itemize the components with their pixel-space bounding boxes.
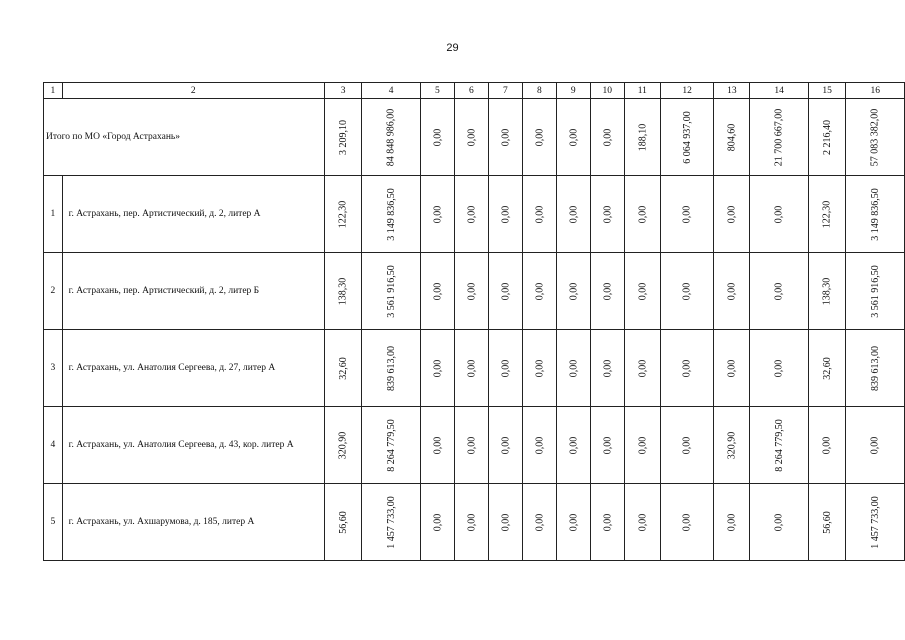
value-text: 0,00	[431, 282, 443, 300]
value-cell	[420, 484, 454, 561]
value-text: 0,00	[773, 513, 785, 531]
value-text: 0,00	[726, 359, 738, 377]
value-text: 0,00	[465, 128, 477, 146]
value-text: 0,00	[601, 205, 613, 223]
value-cell	[556, 176, 590, 253]
value-cell	[808, 99, 846, 176]
value-cell	[522, 330, 556, 407]
value-cell	[714, 99, 750, 176]
table-row	[44, 484, 905, 561]
value-cell	[750, 484, 809, 561]
value-text: 0,00	[465, 359, 477, 377]
value-text: 0,00	[636, 436, 648, 454]
value-text: 1 457 733,00	[385, 495, 397, 549]
total-label: Итого по МО «Город Астрахань»	[44, 99, 325, 176]
value-cell	[590, 484, 624, 561]
value-cell	[660, 484, 714, 561]
value-cell	[660, 176, 714, 253]
value-cell	[522, 484, 556, 561]
value-cell	[454, 176, 488, 253]
value-cell	[808, 253, 846, 330]
row-address: г. Астрахань, ул. Анатолия Сергеева, д. 27, литер А	[62, 330, 324, 407]
value-cell	[454, 330, 488, 407]
value-cell	[362, 99, 421, 176]
value-text: 0,00	[499, 513, 511, 531]
header-cell: 12	[660, 83, 714, 99]
value-text: 0,00	[431, 513, 443, 531]
value-cell	[750, 253, 809, 330]
value-text: 1 457 733,00	[869, 495, 881, 549]
value-cell	[488, 484, 522, 561]
value-text: 0,00	[567, 359, 579, 377]
row-address: г. Астрахань, ул. Ахшарумова, д. 185, литер А	[62, 484, 324, 561]
value-text: 0,00	[821, 436, 833, 454]
value-text: 804,60	[726, 123, 738, 151]
value-text: 32,60	[337, 356, 349, 380]
value-cell	[454, 99, 488, 176]
value-text: 84 848 986,00	[385, 108, 397, 166]
value-cell	[488, 253, 522, 330]
value-cell	[750, 407, 809, 484]
value-cell	[846, 176, 905, 253]
value-text: 0,00	[636, 205, 648, 223]
value-cell	[846, 253, 905, 330]
value-text: 0,00	[567, 205, 579, 223]
value-text: 0,00	[533, 282, 545, 300]
value-text: 0,00	[773, 282, 785, 300]
value-cell	[362, 330, 421, 407]
value-cell	[556, 99, 590, 176]
value-cell	[488, 99, 522, 176]
value-text: 0,00	[499, 359, 511, 377]
value-text: 0,00	[533, 128, 545, 146]
value-cell	[362, 407, 421, 484]
row-number: 2	[44, 253, 63, 330]
value-cell	[488, 330, 522, 407]
value-text: 0,00	[499, 436, 511, 454]
header-cell: 13	[714, 83, 750, 99]
value-cell	[522, 99, 556, 176]
value-text: 21 700 667,00	[773, 108, 785, 166]
value-cell	[556, 253, 590, 330]
value-cell	[808, 407, 846, 484]
value-cell	[324, 407, 362, 484]
value-text: 6 064 937,00	[681, 110, 693, 164]
value-text: 0,00	[499, 128, 511, 146]
value-cell	[808, 484, 846, 561]
value-cell	[624, 484, 660, 561]
value-text: 0,00	[636, 282, 648, 300]
value-text: 0,00	[465, 513, 477, 531]
value-cell	[808, 330, 846, 407]
value-text: 0,00	[681, 205, 693, 223]
value-cell	[362, 253, 421, 330]
header-cell: 16	[846, 83, 905, 99]
value-cell	[714, 407, 750, 484]
value-cell	[590, 253, 624, 330]
value-text: 0,00	[601, 282, 613, 300]
value-text: 0,00	[533, 359, 545, 377]
value-cell	[624, 99, 660, 176]
value-text: 0,00	[499, 282, 511, 300]
value-text: 0,00	[869, 436, 881, 454]
value-cell	[324, 484, 362, 561]
value-text: 0,00	[465, 282, 477, 300]
value-cell	[420, 99, 454, 176]
value-text: 122,30	[337, 200, 349, 228]
value-text: 3 561 916,50	[869, 264, 881, 318]
report-table	[43, 82, 905, 561]
value-cell	[522, 253, 556, 330]
value-cell	[324, 330, 362, 407]
value-cell	[846, 330, 905, 407]
value-cell	[624, 253, 660, 330]
value-cell	[556, 330, 590, 407]
value-text: 0,00	[726, 282, 738, 300]
value-cell	[714, 253, 750, 330]
value-text: 8 264 779,50	[385, 418, 397, 472]
value-cell	[714, 330, 750, 407]
value-text: 0,00	[533, 513, 545, 531]
value-text: 0,00	[636, 513, 648, 531]
value-text: 0,00	[636, 359, 648, 377]
value-text: 188,10	[636, 123, 648, 151]
value-text: 0,00	[681, 436, 693, 454]
value-cell	[454, 484, 488, 561]
value-text: 32,60	[821, 356, 833, 380]
row-address: г. Астрахань, пер. Артистический, д. 2, литер Б	[62, 253, 324, 330]
value-cell	[420, 253, 454, 330]
value-cell	[714, 176, 750, 253]
value-cell	[624, 176, 660, 253]
value-text: 122,30	[821, 200, 833, 228]
value-cell	[846, 99, 905, 176]
value-text: 0,00	[567, 513, 579, 531]
header-row	[44, 83, 905, 99]
value-cell	[362, 484, 421, 561]
value-cell	[624, 330, 660, 407]
value-cell	[324, 176, 362, 253]
value-cell	[362, 176, 421, 253]
value-text: 0,00	[681, 513, 693, 531]
value-cell	[750, 330, 809, 407]
value-cell	[846, 407, 905, 484]
header-cell: 6	[454, 83, 488, 99]
header-cell: 4	[362, 83, 421, 99]
value-cell	[420, 176, 454, 253]
value-text: 0,00	[533, 436, 545, 454]
value-cell	[556, 407, 590, 484]
value-text: 0,00	[601, 513, 613, 531]
value-text: 3 149 836,50	[385, 187, 397, 241]
value-cell	[454, 407, 488, 484]
header-cell: 5	[420, 83, 454, 99]
table-row	[44, 330, 905, 407]
value-text: 3 209,10	[337, 119, 349, 155]
row-number: 5	[44, 484, 63, 561]
row-number: 4	[44, 407, 63, 484]
value-cell	[660, 330, 714, 407]
table-row	[44, 176, 905, 253]
value-cell	[590, 176, 624, 253]
value-text: 56,60	[337, 510, 349, 534]
header-cell: 3	[324, 83, 362, 99]
value-text: 0,00	[567, 436, 579, 454]
value-text: 56,60	[821, 510, 833, 534]
value-cell	[750, 99, 809, 176]
value-cell	[522, 407, 556, 484]
value-cell	[660, 99, 714, 176]
value-text: 320,90	[726, 431, 738, 459]
value-cell	[324, 253, 362, 330]
value-cell	[488, 176, 522, 253]
header-cell: 9	[556, 83, 590, 99]
value-text: 0,00	[567, 128, 579, 146]
value-cell	[488, 407, 522, 484]
value-cell	[660, 407, 714, 484]
value-text: 0,00	[681, 359, 693, 377]
value-text: 0,00	[726, 205, 738, 223]
value-text: 138,30	[821, 277, 833, 305]
header-cell: 1	[44, 83, 63, 99]
header-cell: 8	[522, 83, 556, 99]
value-text: 138,30	[337, 277, 349, 305]
value-text: 839 613,00	[869, 345, 881, 391]
value-cell	[590, 330, 624, 407]
header-cell: 2	[62, 83, 324, 99]
header-cell: 11	[624, 83, 660, 99]
value-text: 0,00	[431, 205, 443, 223]
value-text: 0,00	[465, 436, 477, 454]
value-text: 0,00	[773, 205, 785, 223]
value-text: 0,00	[431, 359, 443, 377]
value-text: 0,00	[431, 436, 443, 454]
value-cell	[556, 484, 590, 561]
value-text: 839 613,00	[385, 345, 397, 391]
table-row	[44, 407, 905, 484]
value-cell	[324, 99, 362, 176]
row-address: г. Астрахань, ул. Анатолия Сергеева, д. 43, кор. литер А	[62, 407, 324, 484]
value-cell	[454, 253, 488, 330]
row-number: 1	[44, 176, 63, 253]
value-cell	[522, 176, 556, 253]
value-text: 2 216,40	[821, 119, 833, 155]
value-text: 57 083 382,00	[869, 108, 881, 166]
header-cell: 14	[750, 83, 809, 99]
value-cell	[660, 253, 714, 330]
value-cell	[590, 407, 624, 484]
value-text: 0,00	[465, 205, 477, 223]
page-number: 29	[446, 42, 459, 54]
value-text: 0,00	[431, 128, 443, 146]
value-text: 3 149 836,50	[869, 187, 881, 241]
value-cell	[624, 407, 660, 484]
value-cell	[808, 176, 846, 253]
value-text: 0,00	[601, 436, 613, 454]
value-text: 0,00	[567, 282, 579, 300]
value-cell	[750, 176, 809, 253]
value-text: 8 264 779,50	[773, 418, 785, 472]
value-text: 0,00	[601, 359, 613, 377]
total-row	[44, 99, 905, 176]
value-cell	[420, 330, 454, 407]
value-text: 0,00	[681, 282, 693, 300]
value-cell	[590, 99, 624, 176]
value-cell	[420, 407, 454, 484]
row-number: 3	[44, 330, 63, 407]
header-cell: 7	[488, 83, 522, 99]
row-address: г. Астрахань, пер. Артистический, д. 2, литер А	[62, 176, 324, 253]
header-cell: 10	[590, 83, 624, 99]
value-text: 0,00	[533, 205, 545, 223]
header-cell: 15	[808, 83, 846, 99]
value-cell	[714, 484, 750, 561]
value-text: 0,00	[726, 513, 738, 531]
value-text: 320,90	[337, 431, 349, 459]
value-text: 0,00	[601, 128, 613, 146]
value-text: 0,00	[499, 205, 511, 223]
table-row	[44, 253, 905, 330]
value-cell	[846, 484, 905, 561]
value-text: 3 561 916,50	[385, 264, 397, 318]
value-text: 0,00	[773, 359, 785, 377]
